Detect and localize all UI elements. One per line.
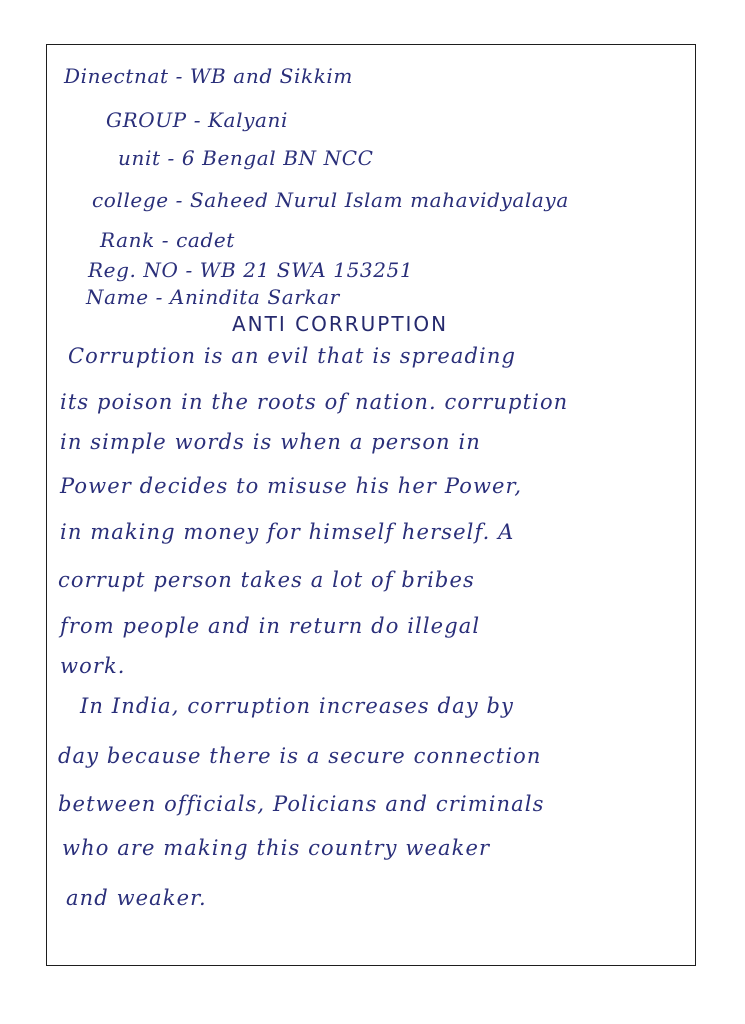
body-line-5: in making money for himself herself. A [60, 520, 515, 544]
body-line-12: who are making this country weaker [62, 836, 491, 860]
body-line-9: In India, corruption increases day by [80, 694, 514, 718]
header-directorate: Dinectnat - WB and Sikkim [64, 64, 353, 88]
header-college: college - Saheed Nurul Islam mahavidyalaya [92, 188, 569, 212]
body-line-11: between officials, Policians and criminals [58, 792, 545, 816]
body-line-3: in simple words is when a person in [60, 430, 481, 454]
body-line-2: its poison in the roots of nation. corruption [60, 390, 569, 414]
body-line-1: Corruption is an evil that is spreading [68, 344, 517, 368]
header-group: GROUP - Kalyani [106, 108, 288, 132]
body-line-13: and weaker. [66, 886, 207, 910]
header-rank: Rank - cadet [100, 228, 235, 252]
body-line-8: work. [60, 654, 126, 678]
header-reg-no: Reg. NO - WB 21 SWA 153251 [88, 258, 414, 282]
page-border [46, 44, 696, 966]
header-name: Name - Anindita Sarkar [86, 285, 340, 309]
body-line-4: Power decides to misuse his her Power, [60, 474, 523, 498]
header-unit: unit - 6 Bengal BN NCC [118, 146, 374, 170]
essay-title: ANTI CORRUPTION [232, 312, 449, 336]
body-line-10: day because there is a secure connection [58, 744, 542, 768]
body-line-7: from people and in return do illegal [60, 614, 481, 638]
body-line-6: corrupt person takes a lot of bribes [58, 568, 475, 592]
